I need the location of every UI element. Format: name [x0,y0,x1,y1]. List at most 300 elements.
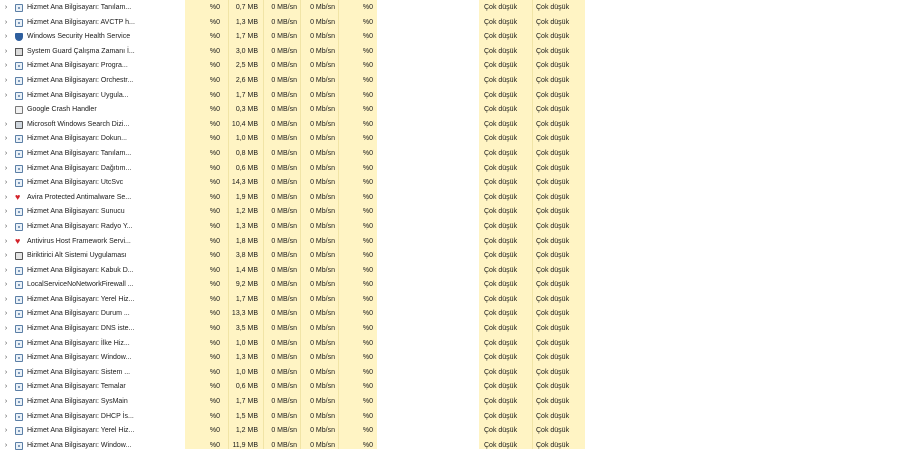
power-usage-trend-value: Çok düşük [536,281,570,289]
expand-chevron-icon[interactable]: › [4,339,8,347]
network-value: 0 Mb/sn [310,18,335,26]
power-usage-value: Çok düşük [484,368,518,376]
gpu-value: %0 [362,135,373,143]
power-usage-trend-value: Çok düşük [536,76,570,84]
process-name: Hizmet Ana Bilgisayarı: UtcSvc [27,179,124,187]
network-value: 0 Mb/sn [310,383,335,391]
process-name: Hizmet Ana Bilgisayarı: SysMain [27,398,128,406]
service-icon [15,267,23,275]
cpu-value: %0 [209,18,220,26]
memory-value: 0,3 MB [235,106,258,114]
cpu-value: %0 [209,310,220,318]
memory-value: 1,7 MB [235,33,258,41]
process-name: Hizmet Ana Bilgisayarı: DHCP İs... [27,412,134,420]
power-usage-trend-value: Çok düşük [536,193,570,201]
process-row[interactable] [0,322,900,337]
memory-value: 3,8 MB [235,252,258,260]
service-icon [15,325,23,333]
expand-chevron-icon[interactable]: › [4,179,8,187]
cpu-value: %0 [209,62,220,70]
service-icon [15,19,23,27]
gpu-value: %0 [362,4,373,11]
memory-value: 1,5 MB [235,412,258,420]
power-usage-value: Çok düşük [484,325,518,333]
memory-value: 1,0 MB [235,339,258,347]
gpu-value: %0 [362,33,373,41]
network-value: 0 Mb/sn [310,62,335,70]
memory-value: 13,3 MB [231,310,258,318]
gpu-value: %0 [362,62,373,70]
expand-chevron-icon[interactable]: › [4,164,8,172]
memory-value: 1,3 MB [235,354,258,362]
gpu-value: %0 [362,76,373,84]
power-usage-value: Çok düşük [484,398,518,406]
memory-value: 0,7 MB [235,4,258,11]
process-name: Hizmet Ana Bilgisayarı: Sunucu [27,208,125,216]
network-value: 0 Mb/sn [310,193,335,201]
power-usage-value: Çok düşük [484,106,518,114]
process-name: Hizmet Ana Bilgisayarı: Durum ... [27,310,130,318]
disk-value: 0 MB/sn [271,135,297,143]
network-value: 0 Mb/sn [310,237,335,245]
process-name: Google Crash Handler [27,106,97,114]
power-usage-trend-value: Çok düşük [536,179,570,187]
gpu-value: %0 [362,310,373,318]
power-usage-value: Çok düşük [484,281,518,289]
disk-value: 0 MB/sn [271,398,297,406]
cpu-value: %0 [209,4,220,11]
cpu-value: %0 [209,208,220,216]
network-value: 0 Mb/sn [310,106,335,114]
expand-chevron-icon[interactable]: › [4,398,8,406]
power-usage-trend-value: Çok düşük [536,106,570,114]
power-usage-value: Çok düşük [484,18,518,26]
power-usage-value: Çok düşük [484,412,518,420]
expand-chevron-icon[interactable]: › [4,383,8,391]
cpu-value: %0 [209,412,220,420]
disk-value: 0 MB/sn [271,120,297,128]
cpu-value: %0 [209,47,220,55]
network-value: 0 Mb/sn [310,164,335,172]
cpu-value: %0 [209,325,220,333]
power-usage-trend-value: Çok düşük [536,164,570,172]
cpu-value: %0 [209,135,220,143]
expand-chevron-icon[interactable]: › [4,18,8,26]
network-value: 0 Mb/sn [310,325,335,333]
network-value: 0 Mb/sn [310,398,335,406]
process-row[interactable] [0,30,900,45]
gpu-value: %0 [362,106,373,114]
gpu-value: %0 [362,222,373,230]
disk-value: 0 MB/sn [271,383,297,391]
process-name: Hizmet Ana Bilgisayarı: AVCTP h... [27,18,135,26]
power-usage-value: Çok düşük [484,149,518,157]
process-row[interactable] [0,366,900,381]
process-row[interactable] [0,410,900,425]
power-usage-trend-value: Çok düşük [536,47,570,55]
cpu-value: %0 [209,222,220,230]
disk-value: 0 MB/sn [271,252,297,260]
disk-value: 0 MB/sn [271,208,297,216]
network-value: 0 Mb/sn [310,427,335,435]
process-row[interactable] [0,424,900,439]
process-list [0,1,900,453]
gpu-value: %0 [362,179,373,187]
shield-icon [15,33,23,41]
process-row[interactable] [0,337,900,352]
cpu-value: %0 [209,354,220,362]
service-icon [15,340,23,348]
network-value: 0 Mb/sn [310,76,335,84]
expand-chevron-icon[interactable]: › [4,295,8,303]
cpu-value: %0 [209,427,220,435]
power-usage-trend-value: Çok düşük [536,18,570,26]
service-icon [15,354,23,362]
power-usage-trend-value: Çok düşük [536,325,570,333]
power-usage-value: Çok düşük [484,179,518,187]
gpu-value: %0 [362,120,373,128]
power-usage-trend-value: Çok düşük [536,310,570,318]
power-usage-value: Çok düşük [484,237,518,245]
power-usage-value: Çok düşük [484,339,518,347]
power-usage-value: Çok düşük [484,208,518,216]
cpu-value: %0 [209,179,220,187]
expand-chevron-icon[interactable]: › [4,91,8,99]
process-name: Hizmet Ana Bilgisayarı: Progra... [27,62,128,70]
service-icon [15,179,23,187]
service-icon [15,150,23,158]
network-value: 0 Mb/sn [310,33,335,41]
process-row[interactable] [0,439,900,453]
process-row[interactable] [0,16,900,31]
cpu-value: %0 [209,441,220,449]
cpu-value: %0 [209,76,220,84]
disk-value: 0 MB/sn [271,354,297,362]
service-icon [15,398,23,406]
memory-value: 11,9 MB [232,441,258,449]
process-row[interactable] [0,1,900,16]
disk-value: 0 MB/sn [271,339,297,347]
power-usage-trend-value: Çok düşük [536,222,570,230]
memory-value: 1,9 MB [235,193,258,201]
process-row[interactable] [0,103,900,118]
process-row[interactable] [0,205,900,220]
expand-chevron-icon[interactable]: › [4,354,8,362]
cpu-value: %0 [209,281,220,289]
power-usage-value: Çok düşük [484,266,518,274]
process-name: LocalServiceNoNetworkFirewall ... [27,281,134,289]
process-row[interactable] [0,220,900,235]
disk-value: 0 MB/sn [271,237,297,245]
expand-chevron-icon[interactable]: › [4,310,8,318]
process-name: Microsoft Windows Search Dizi... [27,120,130,128]
process-row[interactable] [0,264,900,279]
process-name: Hizmet Ana Bilgisayarı: Radyo Y... [27,222,133,230]
memory-value: 1,4 MB [235,266,258,274]
power-usage-value: Çok düşük [484,62,518,70]
disk-value: 0 MB/sn [271,325,297,333]
gpu-value: %0 [362,164,373,172]
process-name: Biriktirici Alt Sistemi Uygulaması [27,252,127,260]
process-name: Hizmet Ana Bilgisayarı: Temalar [27,383,126,391]
expand-chevron-icon[interactable]: › [4,135,8,143]
power-usage-trend-value: Çok düşük [536,33,570,41]
process-name: Windows Security Health Service [27,33,131,41]
service-icon [15,310,23,318]
memory-value: 1,7 MB [235,398,258,406]
memory-value: 1,0 MB [235,368,258,376]
process-name: Hizmet Ana Bilgisayarı: İlke Hiz... [27,339,130,347]
network-value: 0 Mb/sn [310,441,335,449]
gpu-value: %0 [362,412,373,420]
network-value: 0 Mb/sn [310,135,335,143]
service-icon [15,281,23,289]
power-usage-trend-value: Çok düşük [536,62,570,70]
network-value: 0 Mb/sn [310,310,335,318]
gpu-value: %0 [362,281,373,289]
cpu-value: %0 [209,266,220,274]
power-usage-value: Çok düşük [484,441,518,449]
process-row[interactable] [0,74,900,89]
power-usage-trend-value: Çok düşük [536,354,570,362]
power-usage-trend-value: Çok düşük [536,427,570,435]
cpu-value: %0 [209,339,220,347]
power-usage-trend-value: Çok düşük [536,441,570,449]
disk-value: 0 MB/sn [271,33,297,41]
process-name: Avira Protected Antimalware Se... [27,193,132,201]
cpu-value: %0 [209,383,220,391]
power-usage-value: Çok düşük [484,252,518,260]
network-value: 0 Mb/sn [310,120,335,128]
process-row[interactable] [0,59,900,74]
disk-value: 0 MB/sn [271,47,297,55]
process-row[interactable] [0,162,900,177]
process-name: Hizmet Ana Bilgisayarı: Sistem ... [27,368,131,376]
google-icon [15,106,23,114]
service-icon [15,77,23,85]
power-usage-trend-value: Çok düşük [536,208,570,216]
disk-value: 0 MB/sn [271,368,297,376]
process-name: Hizmet Ana Bilgisayarı: Dokun... [27,135,127,143]
memory-value: 0,8 MB [235,149,258,157]
expand-chevron-icon[interactable]: › [4,427,8,435]
disk-value: 0 MB/sn [271,76,297,84]
memory-value: 3,5 MB [235,325,258,333]
process-row[interactable] [0,249,900,264]
power-usage-trend-value: Çok düşük [536,252,570,260]
power-usage-trend-value: Çok düşük [536,266,570,274]
power-usage-value: Çok düşük [484,120,518,128]
network-value: 0 Mb/sn [310,266,335,274]
process-row[interactable] [0,118,900,133]
avira-icon [15,238,23,246]
process-name: Hizmet Ana Bilgisayarı: DNS iste... [27,325,135,333]
service-icon [15,442,23,450]
power-usage-trend-value: Çok düşük [536,120,570,128]
service-icon [15,296,23,304]
expand-chevron-icon[interactable]: › [4,412,8,420]
network-value: 0 Mb/sn [310,295,335,303]
expand-chevron-icon[interactable]: › [4,441,8,449]
gpu-value: %0 [362,91,373,99]
printer-icon [15,252,23,260]
process-row[interactable] [0,89,900,104]
network-value: 0 Mb/sn [310,4,335,11]
power-usage-value: Çok düşük [484,4,518,11]
process-row[interactable] [0,45,900,60]
expand-chevron-icon[interactable]: › [4,252,8,260]
service-icon [15,413,23,421]
gpu-value: %0 [362,368,373,376]
cpu-value: %0 [209,91,220,99]
process-row[interactable] [0,235,900,250]
disk-value: 0 MB/sn [271,427,297,435]
power-usage-value: Çok düşük [484,76,518,84]
expand-chevron-icon[interactable]: › [4,4,8,11]
cpu-value: %0 [209,164,220,172]
expand-chevron-icon[interactable]: › [4,47,8,55]
process-name: System Guard Çalışma Zamanı İ... [27,47,135,55]
power-usage-trend-value: Çok düşük [536,339,570,347]
service-icon [15,165,23,173]
network-value: 0 Mb/sn [310,368,335,376]
process-row[interactable] [0,278,900,293]
disk-value: 0 MB/sn [271,18,297,26]
gpu-value: %0 [362,325,373,333]
process-row[interactable] [0,395,900,410]
expand-chevron-icon[interactable]: › [4,208,8,216]
expand-chevron-icon[interactable]: › [4,368,8,376]
gpu-value: %0 [362,237,373,245]
process-name: Hizmet Ana Bilgisayarı: Tanılam... [27,149,132,157]
process-name: Hizmet Ana Bilgisayarı: Window... [27,354,132,362]
service-icon [15,135,23,143]
memory-value: 1,3 MB [235,222,258,230]
cpu-value: %0 [209,120,220,128]
process-row[interactable] [0,380,900,395]
power-usage-trend-value: Çok düşük [536,149,570,157]
expand-chevron-icon[interactable]: › [4,237,8,245]
process-row[interactable] [0,307,900,322]
network-value: 0 Mb/sn [310,208,335,216]
process-name: Hizmet Ana Bilgisayarı: Uygula... [27,91,129,99]
cpu-value: %0 [209,398,220,406]
gpu-value: %0 [362,18,373,26]
service-icon [15,92,23,100]
process-row[interactable] [0,147,900,162]
process-row[interactable] [0,191,900,206]
network-value: 0 Mb/sn [310,412,335,420]
cpu-value: %0 [209,193,220,201]
process-name: Hizmet Ana Bilgisayarı: Window... [27,441,132,449]
network-value: 0 Mb/sn [310,179,335,187]
memory-value: 14,3 MB [231,179,258,187]
gpu-value: %0 [362,208,373,216]
gpu-value: %0 [362,398,373,406]
service-icon [15,62,23,70]
power-usage-trend-value: Çok düşük [536,4,570,11]
process-row[interactable] [0,132,900,147]
power-usage-value: Çok düşük [484,33,518,41]
process-name: Hizmet Ana Bilgisayarı: Kabuk D... [27,266,134,274]
expand-chevron-icon[interactable]: › [4,193,8,201]
network-value: 0 Mb/sn [310,339,335,347]
memory-value: 1,8 MB [235,237,258,245]
memory-value: 2,6 MB [235,76,258,84]
avira-icon [15,194,23,202]
service-icon [15,223,23,231]
power-usage-trend-value: Çok düşük [536,237,570,245]
power-usage-value: Çok düşük [484,164,518,172]
power-usage-value: Çok düşük [484,135,518,143]
expand-chevron-icon[interactable]: › [4,120,8,128]
disk-value: 0 MB/sn [271,106,297,114]
process-row[interactable] [0,351,900,366]
network-value: 0 Mb/sn [310,149,335,157]
process-name: Hizmet Ana Bilgisayarı: Dağıtım... [27,164,132,172]
memory-value: 1,2 MB [235,208,258,216]
expand-chevron-icon[interactable]: › [4,33,8,41]
disk-value: 0 MB/sn [271,281,297,289]
power-usage-trend-value: Çok düşük [536,383,570,391]
process-row[interactable] [0,293,900,308]
service-icon [15,369,23,377]
power-usage-value: Çok düşük [484,47,518,55]
expand-chevron-icon[interactable]: › [4,149,8,157]
process-name: Hizmet Ana Bilgisayarı: Orchestr... [27,76,134,84]
cpu-value: %0 [209,33,220,41]
system-guard-icon [15,48,23,56]
gpu-value: %0 [362,252,373,260]
disk-value: 0 MB/sn [271,193,297,201]
expand-chevron-icon[interactable]: › [4,266,8,274]
gpu-value: %0 [362,149,373,157]
expand-chevron-icon[interactable]: › [4,76,8,84]
expand-chevron-icon[interactable]: › [4,325,8,333]
expand-chevron-icon[interactable]: › [4,281,8,289]
memory-value: 2,5 MB [235,62,258,70]
cpu-value: %0 [209,149,220,157]
disk-value: 0 MB/sn [271,179,297,187]
network-value: 0 Mb/sn [310,222,335,230]
disk-value: 0 MB/sn [271,4,297,11]
process-name: Hizmet Ana Bilgisayarı: Yerel Hiz... [27,295,135,303]
service-icon [15,427,23,435]
memory-value: 1,7 MB [235,295,258,303]
disk-value: 0 MB/sn [271,164,297,172]
memory-value: 9,2 MB [235,281,258,289]
memory-value: 0,6 MB [235,383,258,391]
disk-value: 0 MB/sn [271,441,297,449]
power-usage-trend-value: Çok düşük [536,295,570,303]
expand-chevron-icon[interactable]: › [4,62,8,70]
process-row[interactable] [0,176,900,191]
gpu-value: %0 [362,339,373,347]
power-usage-trend-value: Çok düşük [536,91,570,99]
memory-value: 1,0 MB [235,135,258,143]
cpu-value: %0 [209,237,220,245]
cpu-value: %0 [209,252,220,260]
process-name: Antivirus Host Framework Servi... [27,237,131,245]
power-usage-value: Çok düşük [484,354,518,362]
service-icon [15,208,23,216]
cpu-value: %0 [209,295,220,303]
gpu-value: %0 [362,427,373,435]
expand-chevron-icon[interactable]: › [4,222,8,230]
disk-value: 0 MB/sn [271,222,297,230]
network-value: 0 Mb/sn [310,252,335,260]
search-indexer-icon [15,121,23,129]
